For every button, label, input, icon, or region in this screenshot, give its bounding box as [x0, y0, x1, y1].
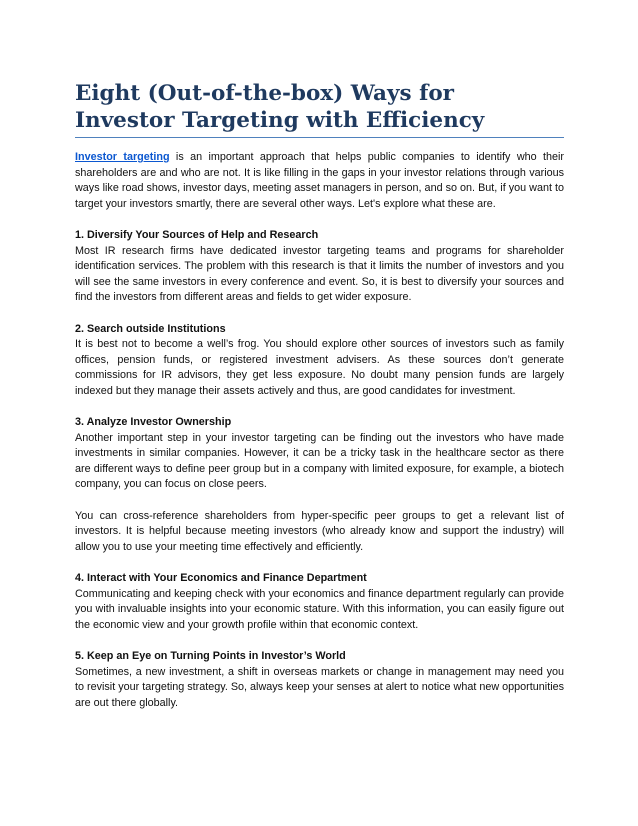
title-line-2: Investor Targeting with Efficiency	[75, 108, 485, 133]
document-title	[75, 80, 564, 138]
section-4	[75, 571, 564, 633]
section-5	[75, 649, 564, 711]
intro-text: is an important approach that helps public companies to identify who their shareholders are and who are not. It is like filling in the gaps in your investor relations through various ways like road shows, investor days, meeting asset managers in person, and so on. But, if you want to target your investors smartly, there are several other ways. Let's explore what these are.	[75, 151, 564, 210]
section-heading: 4. Interact with Your Economics and Finance Department	[75, 572, 367, 585]
section-heading: 2. Search outside Institutions	[75, 322, 226, 335]
section-paragraph: Another important step in your investor targeting can be finding out the investors who have made investments in similar companies. However, it can be a tricky task in the healthcare sector as there are different ways to define peer group but in a company with limited exposure, for example, a biotech company, you can focus on close peers.	[75, 431, 564, 491]
intro-paragraph	[75, 150, 564, 212]
section-3	[75, 415, 564, 555]
section-2	[75, 322, 564, 400]
section-paragraph: You can cross-reference shareholders from hyper-specific peer groups to get a relevant list of investors. It is helpful because meeting investors (who already know and support the industry) will allow you to use your meeting time effectively and efficiently.	[75, 509, 564, 553]
section-paragraph: Communicating and keeping check with your economics and finance department regularly can provide you with invaluable insights into your economic stature. With this information, you can easily figure out the economic view and your growth profile within that economic context.	[75, 587, 564, 631]
section-paragraph: Sometimes, a new investment, a shift in overseas markets or change in management may need you to revisit your targeting strategy. So, always keep your senses at alert to notice what new opportunities are out there globally.	[75, 665, 564, 709]
section-heading: 1. Diversify Your Sources of Help and Research	[75, 228, 319, 241]
title-line-1: Eight (Out-of-the-box) Ways for	[75, 81, 454, 106]
section-1	[75, 228, 564, 306]
section-heading: 3. Analyze Investor Ownership	[75, 416, 232, 429]
section-paragraph: Most IR research firms have dedicated investor targeting teams and programs for shareholder identification services. The problem with this research is that it limits the number of investors and you will see the same investors in every conference and event. So, it is best to diversify your sources and find the investors from different areas and fields to get wider exposure.	[75, 244, 564, 304]
section-heading: 5. Keep an Eye on Turning Points in Investor’s World	[75, 650, 346, 662]
section-paragraph: It is best not to become a well’s frog. You should explore other sources of investors such as family offices, pension funds, or registered investment advisers. As these sources don’t generate commissions for IR advisors, they get less exposure. No doubt many pension funds are largely indexed but they manage their assets actively and thus, are good candidates for investment.	[75, 338, 564, 397]
investor-targeting-link[interactable]: Investor targeting	[75, 151, 170, 163]
